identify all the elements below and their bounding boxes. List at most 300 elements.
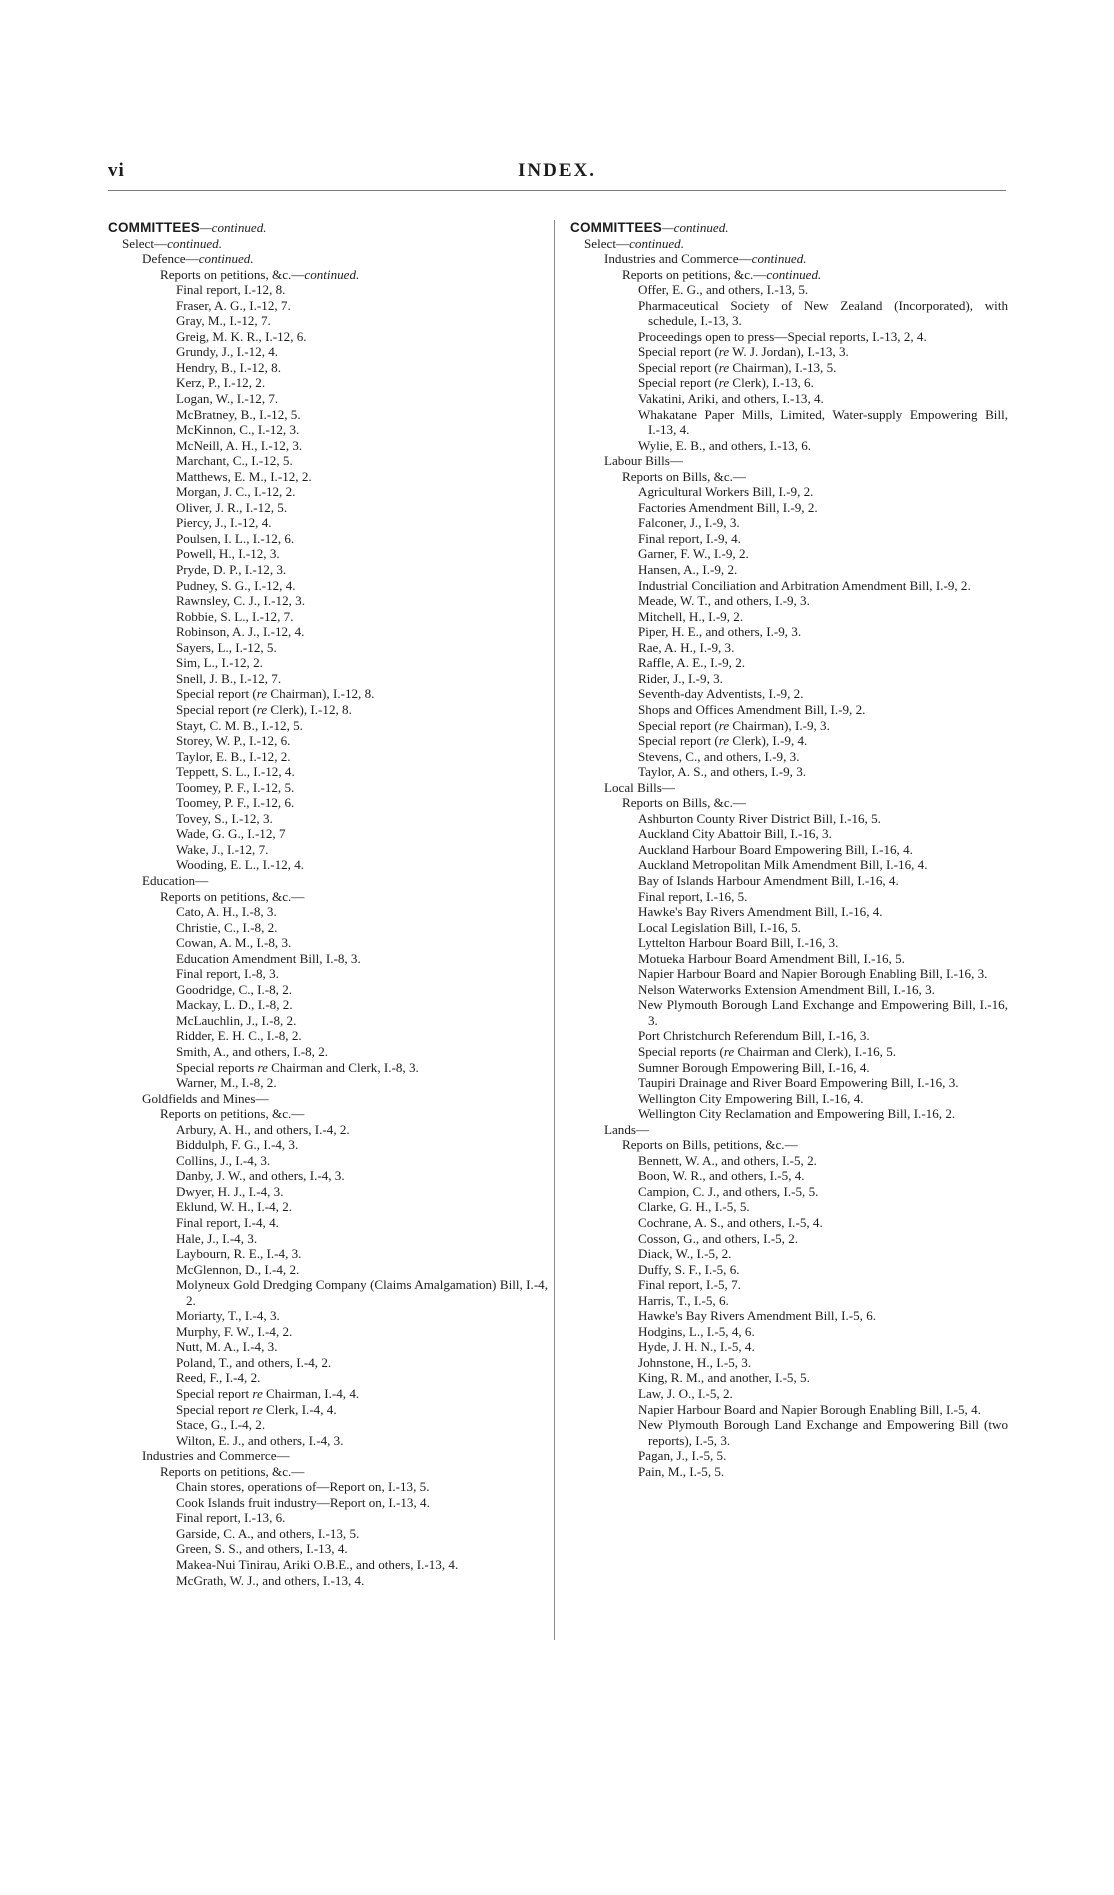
entry-text: Makea-Nui Tinirau, Ariki O.B.E., and others, I.-13, 4. bbox=[176, 1557, 459, 1573]
index-entry bbox=[176, 1355, 548, 1371]
index-entry bbox=[638, 671, 1008, 687]
entry-text: Auckland Metropolitan Milk Amendment Bill, I.-16, 4. bbox=[638, 857, 928, 873]
entry-text: Green, S. S., and others, I.-13, 4. bbox=[176, 1541, 348, 1557]
entry-text: New Plymouth Borough Land Exchange and Empowering Bill (two reports), I.-5, 3. bbox=[638, 1417, 1008, 1448]
entry-italic: —continued. bbox=[662, 220, 729, 235]
entry-text: Special reports ( bbox=[638, 1043, 724, 1059]
index-entry bbox=[176, 609, 548, 625]
entry-text: Final report, I.-5, 7. bbox=[638, 1277, 741, 1293]
index-entry bbox=[638, 1060, 1008, 1076]
index-entry bbox=[176, 1060, 548, 1076]
entry-italic: continued. bbox=[751, 251, 807, 267]
entry-text: Hale, J., I.-4, 3. bbox=[176, 1230, 258, 1246]
index-entry bbox=[176, 1495, 548, 1511]
entry-text: Labour Bills— bbox=[604, 453, 683, 469]
entry-text: McLauchlin, J., I.-8, 2. bbox=[176, 1012, 297, 1028]
index-entry bbox=[176, 1215, 548, 1231]
entry-text: Hendry, B., I.-12, 8. bbox=[176, 359, 281, 375]
index-entry bbox=[638, 375, 1008, 391]
entry-tail: Clerk), I.-12, 8. bbox=[267, 701, 352, 717]
entry-text: Industries and Commerce— bbox=[604, 251, 752, 267]
entry-text: Special report ( bbox=[176, 686, 257, 702]
index-entry bbox=[638, 1386, 1008, 1402]
entry-text: Duffy, S. F., I.-5, 6. bbox=[638, 1261, 740, 1277]
page-number: vi bbox=[108, 160, 125, 181]
index-entry bbox=[638, 733, 1008, 749]
index-entry bbox=[638, 655, 1008, 671]
index-entry bbox=[176, 982, 548, 998]
entry-text: Cowan, A. M., I.-8, 3. bbox=[176, 935, 292, 951]
index-entry bbox=[176, 375, 548, 391]
entry-text: Industries and Commerce— bbox=[142, 1448, 290, 1464]
index-entry bbox=[638, 1199, 1008, 1215]
index-entry bbox=[176, 1433, 548, 1449]
entry-text: McKinnon, C., I.-12, 3. bbox=[176, 422, 300, 438]
entry-text: Poland, T., and others, I.-4, 2. bbox=[176, 1354, 332, 1370]
index-entry bbox=[638, 531, 1008, 547]
index-subheading bbox=[604, 780, 1008, 796]
index-entry bbox=[638, 764, 1008, 780]
entry-text: Hawke's Bay Rivers Amendment Bill, I.-5, 6. bbox=[638, 1308, 877, 1324]
index-entry bbox=[638, 920, 1008, 936]
entry-text: Taylor, E. B., I.-12, 2. bbox=[176, 748, 291, 764]
entry-text: Toomey, P. F., I.-12, 5. bbox=[176, 779, 295, 795]
entry-text: Christie, C., I.-8, 2. bbox=[176, 919, 278, 935]
index-entry bbox=[176, 904, 548, 920]
entry-text: Wilton, E. J., and others, I.-4, 3. bbox=[176, 1432, 344, 1448]
entry-text: Cato, A. H., I.-8, 3. bbox=[176, 904, 277, 920]
index-subheading bbox=[160, 889, 548, 905]
index-entry bbox=[176, 920, 548, 936]
index-entry bbox=[176, 313, 548, 329]
index-entry bbox=[638, 1402, 1008, 1418]
entry-text: McGlennon, D., I.-4, 2. bbox=[176, 1261, 300, 1277]
entry-text: Dwyer, H. J., I.-4, 3. bbox=[176, 1183, 284, 1199]
entry-text: Final report, I.-9, 4. bbox=[638, 530, 741, 546]
entry-text: Robinson, A. J., I.-12, 4. bbox=[176, 624, 305, 640]
entry-text: Cosson, G., and others, I.-5, 2. bbox=[638, 1230, 799, 1246]
entry-text: Laybourn, R. E., I.-4, 3. bbox=[176, 1246, 302, 1262]
index-entry bbox=[176, 640, 548, 656]
entry-text: Bay of Islands Harbour Amendment Bill, I.-16, 4. bbox=[638, 872, 899, 888]
index-entry bbox=[638, 1324, 1008, 1340]
index-subheading bbox=[604, 1122, 1008, 1138]
entry-italic: re bbox=[256, 701, 268, 717]
index-entry bbox=[638, 702, 1008, 718]
entry-text: Garside, C. A., and others, I.-13, 5. bbox=[176, 1525, 360, 1541]
entry-text: Gray, M., I.-12, 7. bbox=[176, 313, 271, 329]
entry-text: Lands— bbox=[604, 1121, 650, 1137]
entry-text: Warner, M., I.-8, 2. bbox=[176, 1075, 277, 1091]
entry-text: Hansen, A., I.-9, 2. bbox=[638, 562, 738, 578]
entry-text: Falconer, J., I.-9, 3. bbox=[638, 515, 740, 531]
entry-text: Greig, M. K. R., I.-12, 6. bbox=[176, 328, 307, 344]
entry-text: Reports on Bills, &c.— bbox=[622, 795, 747, 811]
entry-text: Special report ( bbox=[638, 344, 719, 360]
index-entry bbox=[638, 640, 1008, 656]
index-entry bbox=[638, 578, 1008, 594]
entry-text: Special report bbox=[176, 1401, 253, 1417]
index-entry bbox=[638, 1106, 1008, 1122]
entry-text: King, R. M., and another, I.-5, 5. bbox=[638, 1370, 810, 1386]
entry-text: Final report, I.-4, 4. bbox=[176, 1215, 279, 1230]
entry-text: Toomey, P. F., I.-12, 6. bbox=[176, 795, 295, 811]
entry-text: Pain, M., I.-5, 5. bbox=[638, 1463, 725, 1479]
entry-tail: Chairman), I.-9, 3. bbox=[729, 717, 830, 733]
entry-tail: Chairman), I.-12, 8. bbox=[267, 686, 375, 702]
index-entry bbox=[638, 1370, 1008, 1386]
index-subheading bbox=[142, 251, 548, 267]
index-entry bbox=[176, 422, 548, 438]
index-entry bbox=[638, 1153, 1008, 1169]
entry-text: Pryde, D. P., I.-12, 3. bbox=[176, 562, 287, 578]
index-entry bbox=[176, 360, 548, 376]
index-entry bbox=[176, 857, 548, 873]
index-entry bbox=[176, 407, 548, 423]
index-entry bbox=[638, 360, 1008, 376]
entry-italic: continued. bbox=[629, 235, 685, 251]
index-entry bbox=[176, 951, 548, 967]
entry-text: Eklund, W. H., I.-4, 2. bbox=[176, 1199, 293, 1215]
entry-text: Tovey, S., I.-12, 3. bbox=[176, 810, 273, 826]
entry-italic: continued. bbox=[766, 266, 822, 282]
entry-text: Proceedings open to press—Special reports, I.-13, 2, 4. bbox=[638, 328, 927, 344]
index-entry bbox=[176, 1262, 548, 1278]
index-entry bbox=[638, 1044, 1008, 1060]
index-entry bbox=[638, 1277, 1008, 1293]
entry-text: McBratney, B., I.-12, 5. bbox=[176, 406, 301, 422]
entry-italic: re bbox=[257, 1059, 268, 1075]
page-title: INDEX. bbox=[518, 160, 596, 181]
index-subheading bbox=[622, 1137, 1008, 1153]
index-entry bbox=[638, 686, 1008, 702]
index-entry bbox=[176, 282, 548, 298]
index-entry bbox=[176, 764, 548, 780]
index-entry bbox=[176, 593, 548, 609]
entry-text: Defence— bbox=[142, 251, 199, 267]
entry-text: Whakatane Paper Mills, Limited, Water-supply Empowering Bill, I.-13, 4. bbox=[638, 406, 1008, 438]
index-column-left bbox=[108, 220, 548, 1588]
index-entry bbox=[638, 546, 1008, 562]
index-entry bbox=[176, 438, 548, 454]
header-rule bbox=[108, 190, 1006, 191]
index-entry bbox=[638, 1293, 1008, 1309]
entry-text: Chain stores, operations of—Report on, I.-13, 5. bbox=[176, 1479, 430, 1495]
entry-text: Special report bbox=[176, 1386, 253, 1402]
entry-italic: re bbox=[718, 717, 730, 733]
entry-tail: Clerk), I.-9, 4. bbox=[729, 733, 808, 749]
index-entry bbox=[638, 811, 1008, 827]
entry-text: Goodridge, C., I.-8, 2. bbox=[176, 981, 293, 997]
index-entry bbox=[638, 282, 1008, 298]
entry-text: Ashburton County River District Bill, I.-16, 5. bbox=[638, 810, 881, 826]
index-entry bbox=[638, 329, 1008, 345]
index-entry bbox=[638, 298, 1008, 329]
entry-text: Nutt, M. A., I.-4, 3. bbox=[176, 1339, 278, 1355]
index-entry bbox=[638, 407, 1008, 438]
entry-text: Final report, I.-8, 3. bbox=[176, 966, 279, 982]
index-entry bbox=[176, 546, 548, 562]
index-entry bbox=[638, 1028, 1008, 1044]
entry-text: Taupiri Drainage and River Board Empowering Bill, I.-16, 3. bbox=[638, 1075, 959, 1091]
entry-text: Sumner Borough Empowering Bill, I.-16, 4. bbox=[638, 1059, 870, 1075]
entry-text: Storey, W. P., I.-12, 6. bbox=[176, 733, 291, 749]
entry-text: Rae, A. H., I.-9, 3. bbox=[638, 639, 735, 655]
entry-text: Reports on petitions, &c.— bbox=[160, 266, 305, 282]
entry-text: Diack, W., I.-5, 2. bbox=[638, 1246, 732, 1262]
index-entry bbox=[176, 1370, 548, 1386]
entry-tail: Clerk), I.-13, 6. bbox=[729, 375, 814, 391]
index-entry bbox=[176, 1231, 548, 1247]
entry-italic: re bbox=[723, 1043, 735, 1059]
entry-text: Clarke, G. H., I.-5, 5. bbox=[638, 1199, 750, 1215]
index-entry bbox=[638, 1355, 1008, 1371]
entry-text: Law, J. O., I.-5, 2. bbox=[638, 1386, 733, 1402]
index-entry bbox=[176, 391, 548, 407]
index-entry bbox=[638, 391, 1008, 407]
index-entry bbox=[176, 1339, 548, 1355]
entry-text: Napier Harbour Board and Napier Borough Enabling Bill, I.-16, 3. bbox=[638, 966, 988, 982]
entry-text: Shops and Offices Amendment Bill, I.-9, 2. bbox=[638, 701, 866, 717]
entry-text: Stevens, C., and others, I.-9, 3. bbox=[638, 748, 800, 764]
index-entry bbox=[176, 1137, 548, 1153]
entry-text: New Plymouth Borough Land Exchange and Empowering Bill, I.-16, 3. bbox=[638, 997, 1008, 1028]
entry-text: Stayt, C. M. B., I.-12, 5. bbox=[176, 717, 303, 733]
entry-text: Local Legislation Bill, I.-16, 5. bbox=[638, 919, 801, 935]
index-entry bbox=[176, 1075, 548, 1091]
index-entry bbox=[638, 1075, 1008, 1091]
index-entry bbox=[638, 935, 1008, 951]
entry-text: Reports on petitions, &c.— bbox=[622, 266, 767, 282]
entry-italic: re bbox=[718, 375, 730, 391]
index-entry bbox=[176, 826, 548, 842]
entry-text: Snell, J. B., I.-12, 7. bbox=[176, 670, 282, 686]
entry-text: Ridder, E. H. C., I.-8, 2. bbox=[176, 1028, 302, 1044]
entry-tail: Chairman and Clerk, I.-8, 3. bbox=[267, 1059, 419, 1075]
index-entry bbox=[638, 1339, 1008, 1355]
entry-text: Hawke's Bay Rivers Amendment Bill, I.-16, 4. bbox=[638, 904, 883, 920]
index-entry bbox=[638, 1215, 1008, 1231]
entry-italic: re bbox=[718, 359, 730, 375]
index-entry bbox=[176, 1028, 548, 1044]
index-entry bbox=[638, 500, 1008, 516]
entry-text: Select— bbox=[122, 235, 168, 251]
index-entry bbox=[638, 873, 1008, 889]
entry-text: Special reports bbox=[176, 1059, 258, 1075]
entry-text: Piercy, J., I.-12, 4. bbox=[176, 515, 272, 531]
index-entry bbox=[638, 966, 1008, 982]
entry-italic: re bbox=[718, 733, 730, 749]
index-entry bbox=[638, 624, 1008, 640]
index-entry bbox=[176, 702, 548, 718]
entry-text: Grundy, J., I.-12, 4. bbox=[176, 344, 279, 360]
index-entry bbox=[638, 515, 1008, 531]
index-entry bbox=[176, 1246, 548, 1262]
index-entry bbox=[176, 344, 548, 360]
entry-text: Taylor, A. S., and others, I.-9, 3. bbox=[638, 764, 807, 780]
entry-text: Wooding, E. L., I.-12, 4. bbox=[176, 857, 305, 873]
entry-text: Piper, H. E., and others, I.-9, 3. bbox=[638, 624, 802, 640]
entry-italic: re bbox=[256, 686, 268, 702]
entry-text: Molyneux Gold Dredging Company (Claims Amalgamation) Bill, I.-4, 2. bbox=[176, 1277, 548, 1308]
index-entry bbox=[176, 1308, 548, 1324]
index-entry bbox=[638, 1231, 1008, 1247]
index-entry bbox=[176, 1557, 548, 1573]
index-entry bbox=[176, 671, 548, 687]
entry-text: Moriarty, T., I.-4, 3. bbox=[176, 1308, 280, 1324]
entry-text: Reports on petitions, &c.— bbox=[160, 888, 305, 904]
index-entry bbox=[176, 1168, 548, 1184]
entry-text: Goldfields and Mines— bbox=[142, 1090, 269, 1106]
entry-text: Education Amendment Bill, I.-8, 3. bbox=[176, 950, 361, 966]
heading-text: COMMITTEES bbox=[108, 220, 200, 235]
entry-text: Nelson Waterworks Extension Amendment Bill, I.-16, 3. bbox=[638, 981, 935, 997]
index-entry bbox=[638, 1091, 1008, 1107]
entry-text: Morgan, J. C., I.-12, 2. bbox=[176, 484, 296, 500]
entry-text: Reports on Bills, petitions, &c.— bbox=[622, 1137, 798, 1153]
index-entry bbox=[176, 1526, 548, 1542]
entry-text: Rawnsley, C. J., I.-12, 3. bbox=[176, 593, 305, 609]
entry-text: Matthews, E. M., I.-12, 2. bbox=[176, 468, 312, 484]
index-subheading bbox=[160, 1106, 548, 1122]
entry-text: Reports on Bills, &c.— bbox=[622, 468, 747, 484]
index-entry bbox=[176, 935, 548, 951]
index-entry bbox=[638, 997, 1008, 1028]
index-entry bbox=[638, 1308, 1008, 1324]
entry-text: Special report ( bbox=[638, 717, 719, 733]
entry-tail: Chairman and Clerk), I.-16, 5. bbox=[734, 1043, 897, 1059]
entry-text: Arbury, A. H., and others, I.-4, 2. bbox=[176, 1121, 350, 1137]
index-entry bbox=[176, 997, 548, 1013]
entry-text: Kerz, P., I.-12, 2. bbox=[176, 375, 266, 391]
index-entry bbox=[638, 593, 1008, 609]
page-header bbox=[108, 160, 1006, 188]
index-entry bbox=[176, 1417, 548, 1433]
index-entry bbox=[638, 749, 1008, 765]
index-entry bbox=[176, 1402, 548, 1418]
index-entry bbox=[176, 795, 548, 811]
index-entry bbox=[638, 1168, 1008, 1184]
entry-text: Harris, T., I.-5, 6. bbox=[638, 1292, 729, 1308]
index-entry bbox=[638, 718, 1008, 734]
entry-text: Marchant, C., I.-12, 5. bbox=[176, 453, 293, 469]
index-subheading bbox=[622, 469, 1008, 485]
entry-text: Special report ( bbox=[176, 701, 257, 717]
entry-text: Hodgins, L., I.-5, 4, 6. bbox=[638, 1323, 755, 1339]
entry-text: Raffle, A. E., I.-9, 2. bbox=[638, 655, 746, 671]
entry-italic: continued. bbox=[198, 251, 254, 267]
entry-text: Special report ( bbox=[638, 359, 719, 375]
entry-text: Final report, I.-16, 5. bbox=[638, 888, 748, 904]
entry-text: Wylie, E. B., and others, I.-13, 6. bbox=[638, 437, 812, 453]
entry-text: Pharmaceutical Society of New Zealand (Incorporated), with schedule, I.-13, 3. bbox=[638, 297, 1008, 329]
index-entry bbox=[176, 1510, 548, 1526]
entry-text: Auckland City Abattoir Bill, I.-16, 3. bbox=[638, 826, 832, 842]
entry-text: Offer, E. G., and others, I.-13, 5. bbox=[638, 282, 809, 298]
entry-text: Logan, W., I.-12, 7. bbox=[176, 391, 279, 407]
entry-text: Auckland Harbour Board Empowering Bill, I.-16, 4. bbox=[638, 841, 913, 857]
index-subheading bbox=[142, 1448, 548, 1464]
entry-text: Final report, I.-12, 8. bbox=[176, 282, 286, 298]
entry-text: Napier Harbour Board and Napier Borough Enabling Bill, I.-5, 4. bbox=[638, 1401, 981, 1417]
entry-text: Johnstone, H., I.-5, 3. bbox=[638, 1354, 752, 1370]
index-entry bbox=[638, 1448, 1008, 1464]
index-subheading bbox=[604, 453, 1008, 469]
index-entry bbox=[176, 1044, 548, 1060]
index-entry bbox=[176, 1479, 548, 1495]
index-entry bbox=[638, 484, 1008, 500]
entry-italic: continued. bbox=[304, 266, 360, 282]
index-entry bbox=[638, 1246, 1008, 1262]
index-entry bbox=[638, 609, 1008, 625]
index-entry bbox=[638, 904, 1008, 920]
index-entry bbox=[176, 842, 548, 858]
index-entry bbox=[176, 749, 548, 765]
entry-text: McGrath, W. J., and others, I.-13, 4. bbox=[176, 1572, 365, 1588]
index-entry bbox=[176, 1153, 548, 1169]
index-entry bbox=[176, 484, 548, 500]
entry-text: Industrial Conciliation and Arbitration Amendment Bill, I.-9, 2. bbox=[638, 577, 971, 593]
index-entry bbox=[638, 982, 1008, 998]
entry-text: Danby, J. W., and others, I.-4, 3. bbox=[176, 1168, 345, 1184]
index-entry bbox=[176, 811, 548, 827]
entry-text: Sim, L., I.-12, 2. bbox=[176, 655, 263, 671]
entry-text: Rider, J., I.-9, 3. bbox=[638, 670, 723, 686]
index-entry bbox=[176, 298, 548, 314]
entry-text: Campion, C. J., and others, I.-5, 5. bbox=[638, 1183, 819, 1199]
entry-tail: Chairman), I.-13, 5. bbox=[729, 359, 837, 375]
entry-text: Hyde, J. H. N., I.-5, 4. bbox=[638, 1339, 755, 1355]
index-entry bbox=[176, 515, 548, 531]
index-entry bbox=[638, 951, 1008, 967]
entry-text: Stace, G., I.-4, 2. bbox=[176, 1417, 266, 1433]
entry-text: Special report ( bbox=[638, 733, 719, 749]
column-divider bbox=[554, 220, 555, 1640]
index-entry bbox=[638, 344, 1008, 360]
entry-text: Education— bbox=[142, 872, 209, 888]
section-heading bbox=[108, 220, 548, 236]
index-subheading bbox=[622, 267, 1008, 283]
entry-text: Murphy, F. W., I.-4, 2. bbox=[176, 1323, 293, 1339]
heading-text: COMMITTEES bbox=[570, 220, 662, 235]
entry-text: Port Christchurch Referendum Bill, I.-16, 3. bbox=[638, 1028, 870, 1044]
entry-text: Oliver, J. R., I.-12, 5. bbox=[176, 499, 288, 515]
entry-italic: re bbox=[718, 344, 730, 360]
entry-text: Garner, F. W., I.-9, 2. bbox=[638, 546, 749, 562]
entry-tail: Clerk, I.-4, 4. bbox=[262, 1401, 337, 1417]
index-entry bbox=[638, 1417, 1008, 1448]
entry-text: Wade, G. G., I.-12, 7 bbox=[176, 826, 286, 842]
entry-text: Select— bbox=[584, 235, 630, 251]
entry-tail: W. J. Jordan), I.-13, 3. bbox=[729, 344, 849, 360]
index-subheading bbox=[142, 1091, 548, 1107]
index-entry bbox=[638, 1262, 1008, 1278]
entry-text: Pudney, S. G., I.-12, 4. bbox=[176, 577, 296, 593]
entry-text: Wellington City Empowering Bill, I.-16, 4. bbox=[638, 1090, 864, 1106]
index-entry bbox=[638, 562, 1008, 578]
index-entry bbox=[176, 1573, 548, 1589]
entry-text: Reed, F., I.-4, 2. bbox=[176, 1370, 261, 1386]
entry-text: Wellington City Reclamation and Empowering Bill, I.-16, 2. bbox=[638, 1106, 956, 1122]
index-entry bbox=[176, 453, 548, 469]
index-entry bbox=[638, 857, 1008, 873]
entry-italic: —continued. bbox=[200, 220, 267, 235]
entry-text: Lyttelton Harbour Board Bill, I.-16, 3. bbox=[638, 935, 839, 951]
entry-text: Cochrane, A. S., and others, I.-5, 4. bbox=[638, 1215, 823, 1230]
entry-text: Agricultural Workers Bill, I.-9, 2. bbox=[638, 484, 814, 500]
index-entry bbox=[176, 1184, 548, 1200]
index-entry bbox=[176, 329, 548, 345]
